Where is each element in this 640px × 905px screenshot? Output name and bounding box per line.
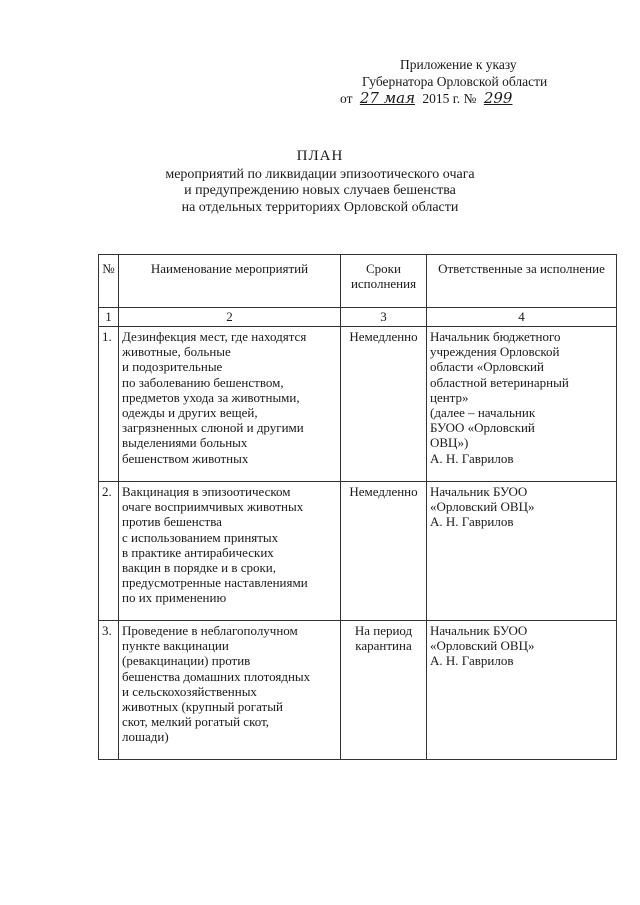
annex-line-3 xyxy=(340,90,580,107)
header-activity: Наименование мероприятий xyxy=(119,255,341,308)
header-responsible: Ответственные за исполнение xyxy=(427,255,617,308)
row-responsible: Начальник БУОО «Орловский ОВЦ» А. Н. Гаврилов xyxy=(427,482,617,621)
row-responsible: Начальник БУОО «Орловский ОВЦ» А. Н. Гаврилов xyxy=(427,621,617,760)
plan-subtitle-2: и предупреждению новых случаев бешенства xyxy=(184,183,456,198)
annex-line-2: Губернатора Орловской области xyxy=(362,74,548,89)
row-num: 3. xyxy=(99,621,119,760)
plan-title xyxy=(0,148,640,216)
annex-prefix: от xyxy=(340,91,353,106)
col-number-1: 1 xyxy=(99,308,119,327)
row-deadline: Немедленно xyxy=(341,327,427,482)
row-num: 1. xyxy=(99,327,119,482)
row-deadline: Немедленно xyxy=(341,482,427,621)
plan-table xyxy=(98,254,617,760)
row-activity: Проведение в неблагополучном пункте вакцинации (ревакцинации) против бешенства домашних плотоядных и сельскохозяйственных животных (крупный рогатый скот, мелкий рогатый скот, лошади) xyxy=(119,621,341,760)
row-deadline: На период карантина xyxy=(341,621,427,760)
row-num: 2. xyxy=(99,482,119,621)
table-row xyxy=(99,621,617,760)
table-row xyxy=(99,482,617,621)
col-number-3: 3 xyxy=(341,308,427,327)
col-number-2: 2 xyxy=(119,308,341,327)
row-responsible: Начальник бюджетного учреждения Орловской области «Орловский областной ветеринарный центр» (далее – начальник БУОО «Орловский ОВЦ») А. Н. Гаврилов xyxy=(427,327,617,482)
annex-year: 2015 г. № xyxy=(422,91,477,106)
row-activity: Дезинфекция мест, где находятся животные, больные и подозрительные по заболеванию бешенством, предметов ухода за животными, одежды и других вещей, загрязненных слюной и другими выделениями больных бешенством животных xyxy=(119,327,341,482)
plan-subtitle-3: на отдельных территориях Орловской области xyxy=(181,199,459,215)
header-deadline: Сроки исполнения xyxy=(341,255,427,308)
handwritten-date: 27 мая xyxy=(359,89,416,107)
annex-line-1: Приложение к указу xyxy=(400,57,517,72)
col-number-4: 4 xyxy=(427,308,617,327)
column-number-row xyxy=(99,308,617,327)
plan-subtitle-1: мероприятий по ликвидации эпизоотического очага xyxy=(165,166,475,182)
table-row xyxy=(99,327,617,482)
annex-block xyxy=(340,56,580,107)
plan-heading: ПЛАН xyxy=(296,148,344,164)
handwritten-number: 299 xyxy=(483,89,513,107)
header-num: № xyxy=(99,255,119,308)
row-activity: Вакцинация в эпизоотическом очаге восприимчивых животных против бешенства с использованием принятых в практике антирабических вакцин в порядке и в сроки, предусмотренные наставлениями по их применению xyxy=(119,482,341,621)
table-header-row xyxy=(99,255,617,308)
